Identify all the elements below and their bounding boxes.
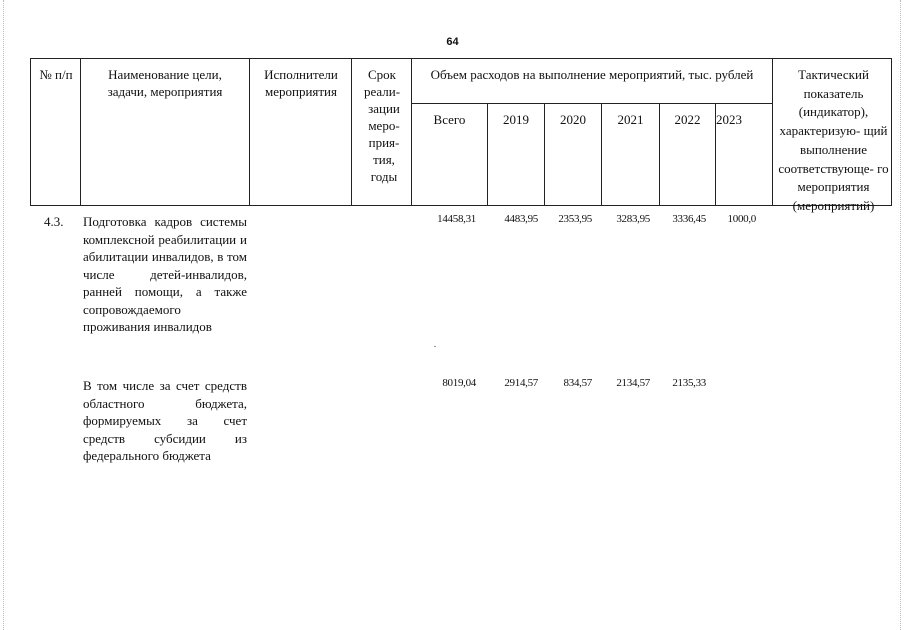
- row-value-2019: 2914,57: [504, 377, 538, 389]
- row-value-2023: 1000,0: [727, 213, 756, 225]
- row-num: 4.3.: [44, 214, 64, 229]
- header-executors: Исполнители мероприятия: [264, 67, 338, 99]
- scan-edge-left: [3, 0, 5, 630]
- row-value-2020: 2353,95: [558, 213, 592, 225]
- header-year-2022: 2022: [674, 112, 701, 127]
- header-year-2023: 2023: [716, 112, 742, 127]
- header-term-bottom: зации меро- прия- тия, годы: [368, 101, 400, 184]
- row-value-2019: 4483,95: [504, 213, 538, 225]
- table-header: [30, 58, 892, 213]
- row-value-2021: 3283,95: [616, 213, 650, 225]
- header-total: Всего: [433, 112, 466, 127]
- row-total: 8019,04: [442, 377, 476, 389]
- row-name: В том числе за счет средств областного бюджета, формируемых за счет средств субсидии из федерального бюджета: [83, 378, 247, 463]
- row-value-2020: 834,57: [563, 377, 592, 389]
- row-name: Подготовка кадров системы комплексной реабилитации и абилитации инвалидов, в том числе детей-инвалидов, ранней помощи, а также сопровождаемого проживания инвалидов: [83, 214, 247, 334]
- page-number: 64: [446, 36, 459, 48]
- header-name: Наименование цели, задачи, мероприятия: [107, 67, 223, 99]
- header-year-2020: 2020: [560, 112, 586, 127]
- header-year-2021: 2021: [617, 112, 644, 127]
- row-value-2022: 2135,33: [672, 377, 706, 389]
- row-value-2022: 3336,45: [672, 213, 706, 225]
- header-term-top: Срок реали-: [363, 67, 401, 99]
- header-indicator: Тактический показатель (индикатор), характеризую- щий выполнение соответствующе- го мероприятия (мероприятий): [778, 67, 889, 213]
- header-num: № п/п: [39, 67, 73, 82]
- scan-speck: [434, 346, 436, 347]
- row-value-2021: 2134,57: [616, 377, 650, 389]
- header-expenses: Объем расходов на выполнение мероприятий, тыс. рублей: [430, 67, 754, 82]
- header-year-2019: 2019: [503, 112, 529, 127]
- scan-edge-right: [900, 0, 902, 630]
- row-total: 14458,31: [437, 213, 476, 225]
